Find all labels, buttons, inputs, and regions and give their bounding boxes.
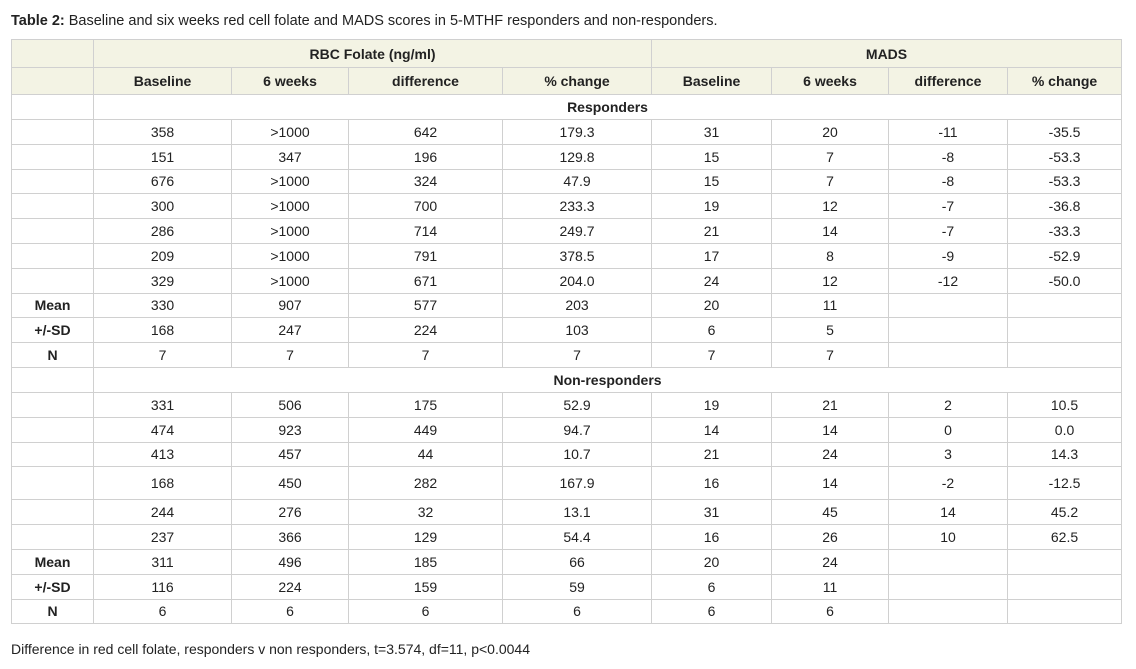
table-cell: 474 (94, 417, 232, 442)
table-cell: >1000 (232, 120, 349, 145)
table-cell: -50.0 (1008, 268, 1122, 293)
column-header-row (12, 68, 1122, 95)
row-label-cell (12, 417, 94, 442)
table-cell: 413 (94, 442, 232, 467)
table-cell: >1000 (232, 169, 349, 194)
table-row (12, 243, 1122, 268)
row-label-cell (12, 219, 94, 244)
table-row (12, 194, 1122, 219)
stat-cell: 247 (232, 318, 349, 343)
table-cell: 0 (889, 417, 1008, 442)
stat-cell: 20 (652, 549, 772, 574)
table-row (12, 268, 1122, 293)
row-label-cell (12, 169, 94, 194)
stat-label: N (12, 599, 94, 624)
table-cell: 791 (349, 243, 503, 268)
table-cell: 94.7 (503, 417, 652, 442)
stat-label: +/-SD (12, 318, 94, 343)
table-cell: 10.5 (1008, 392, 1122, 417)
stat-cell (889, 318, 1008, 343)
table-cell: -35.5 (1008, 120, 1122, 145)
table-cell: 450 (232, 467, 349, 500)
stat-cell: 6 (772, 599, 889, 624)
section-title: Non-responders (94, 367, 1122, 392)
table-cell: 14 (772, 219, 889, 244)
table-cell: 31 (652, 500, 772, 525)
caption-label: Table 2: (11, 13, 65, 29)
table-row (12, 169, 1122, 194)
table-cell: 13.1 (503, 500, 652, 525)
stat-row (12, 549, 1122, 574)
row-label-cell (12, 120, 94, 145)
table-cell: 19 (652, 194, 772, 219)
footnote: Difference in red cell folate, responders v non responders, t=3.574, df=11, p<0.0044 (11, 641, 530, 657)
table-cell: -7 (889, 219, 1008, 244)
stat-cell: 6 (652, 599, 772, 624)
table-cell: >1000 (232, 243, 349, 268)
stat-cell: 311 (94, 549, 232, 574)
stat-cell: 203 (503, 293, 652, 318)
table-cell: 14 (652, 417, 772, 442)
table-cell: 12 (772, 194, 889, 219)
table-cell: 233.3 (503, 194, 652, 219)
stat-cell (1008, 318, 1122, 343)
table-cell: 700 (349, 194, 503, 219)
row-label-cell (12, 500, 94, 525)
section-header-row (12, 367, 1122, 392)
table-cell: 26 (772, 525, 889, 550)
corner-cell (12, 68, 94, 95)
stat-cell: 20 (652, 293, 772, 318)
stat-cell (1008, 599, 1122, 624)
table-cell: 0.0 (1008, 417, 1122, 442)
stat-cell: 59 (503, 574, 652, 599)
table-cell: 347 (232, 144, 349, 169)
table-cell: 175 (349, 392, 503, 417)
table-cell: -2 (889, 467, 1008, 500)
table-cell: 3 (889, 442, 1008, 467)
table-cell: 506 (232, 392, 349, 417)
stat-cell (1008, 549, 1122, 574)
table-cell: 642 (349, 120, 503, 145)
table-cell: 286 (94, 219, 232, 244)
table-cell: 300 (94, 194, 232, 219)
table-cell: 7 (772, 169, 889, 194)
stat-cell: 185 (349, 549, 503, 574)
section-spacer (12, 95, 94, 120)
stat-cell (889, 599, 1008, 624)
table-cell: 47.9 (503, 169, 652, 194)
table-cell: -8 (889, 144, 1008, 169)
table-cell: 457 (232, 442, 349, 467)
row-label-cell (12, 194, 94, 219)
table-cell: 62.5 (1008, 525, 1122, 550)
table-row (12, 467, 1122, 500)
col-header: 6 weeks (232, 68, 349, 95)
stat-cell: 7 (349, 343, 503, 368)
section-spacer (12, 367, 94, 392)
table-cell: 14 (772, 417, 889, 442)
table-row (12, 144, 1122, 169)
table-cell: 329 (94, 268, 232, 293)
row-label-cell (12, 243, 94, 268)
stat-cell (1008, 343, 1122, 368)
table-cell: 204.0 (503, 268, 652, 293)
table-cell: 249.7 (503, 219, 652, 244)
stat-cell: 7 (94, 343, 232, 368)
group-header-mads: MADS (652, 40, 1122, 68)
row-label-cell (12, 467, 94, 500)
table-cell: 12 (772, 268, 889, 293)
stat-cell (1008, 574, 1122, 599)
table-cell: 10.7 (503, 442, 652, 467)
table-cell: 923 (232, 417, 349, 442)
col-header: Baseline (652, 68, 772, 95)
table-cell: -52.9 (1008, 243, 1122, 268)
table-cell: 244 (94, 500, 232, 525)
stat-cell: 496 (232, 549, 349, 574)
table-row (12, 525, 1122, 550)
stat-cell: 6 (232, 599, 349, 624)
table-cell: 358 (94, 120, 232, 145)
table-cell: -53.3 (1008, 144, 1122, 169)
stat-cell: 6 (94, 599, 232, 624)
table-cell: 14 (772, 467, 889, 500)
col-header: difference (889, 68, 1008, 95)
group-header-rbc: RBC Folate (ng/ml) (94, 40, 652, 68)
table-cell: 21 (772, 392, 889, 417)
stat-cell: 224 (232, 574, 349, 599)
stat-label: Mean (12, 293, 94, 318)
col-header: Baseline (94, 68, 232, 95)
table-cell: 8 (772, 243, 889, 268)
stat-label: +/-SD (12, 574, 94, 599)
table-cell: 331 (94, 392, 232, 417)
table-cell: 168 (94, 467, 232, 500)
table-cell: 676 (94, 169, 232, 194)
stat-cell: 907 (232, 293, 349, 318)
stat-cell: 6 (349, 599, 503, 624)
group-header-row (12, 40, 1122, 68)
stat-cell: 7 (652, 343, 772, 368)
caption-text: Baseline and six weeks red cell folate and MADS scores in 5-MTHF responders and non-responders. (64, 13, 718, 29)
stat-cell: 11 (772, 574, 889, 599)
table-cell: 196 (349, 144, 503, 169)
table-cell: 179.3 (503, 120, 652, 145)
stat-row (12, 599, 1122, 624)
table-cell: -33.3 (1008, 219, 1122, 244)
stat-cell (889, 293, 1008, 318)
stat-cell: 103 (503, 318, 652, 343)
table-cell: -12 (889, 268, 1008, 293)
table-cell: 16 (652, 467, 772, 500)
table-cell: -11 (889, 120, 1008, 145)
stat-cell (889, 549, 1008, 574)
table-row (12, 442, 1122, 467)
table-cell: 44 (349, 442, 503, 467)
stat-cell: 7 (503, 343, 652, 368)
stat-cell: 224 (349, 318, 503, 343)
table-cell: >1000 (232, 194, 349, 219)
stat-label: N (12, 343, 94, 368)
table-cell: 2 (889, 392, 1008, 417)
table-cell: 45.2 (1008, 500, 1122, 525)
corner-cell (12, 40, 94, 68)
table-cell: 15 (652, 144, 772, 169)
stat-cell: 6 (503, 599, 652, 624)
table-cell: 10 (889, 525, 1008, 550)
table-cell: 21 (652, 442, 772, 467)
table-row (12, 392, 1122, 417)
col-header: % change (503, 68, 652, 95)
table-cell: 237 (94, 525, 232, 550)
table-cell: -9 (889, 243, 1008, 268)
stat-cell (889, 574, 1008, 599)
table-cell: 366 (232, 525, 349, 550)
table-cell: -12.5 (1008, 467, 1122, 500)
table-cell: 20 (772, 120, 889, 145)
stat-row (12, 574, 1122, 599)
table-cell: 7 (772, 144, 889, 169)
table-row (12, 120, 1122, 145)
stat-cell: 7 (232, 343, 349, 368)
table-cell: -8 (889, 169, 1008, 194)
table-row (12, 500, 1122, 525)
row-label-cell (12, 525, 94, 550)
table-cell: 19 (652, 392, 772, 417)
stat-cell: 577 (349, 293, 503, 318)
stat-cell: 159 (349, 574, 503, 599)
table-cell: 129.8 (503, 144, 652, 169)
table-cell: 14.3 (1008, 442, 1122, 467)
table-cell: 167.9 (503, 467, 652, 500)
table-cell: 378.5 (503, 243, 652, 268)
table-cell: -36.8 (1008, 194, 1122, 219)
table-cell: >1000 (232, 219, 349, 244)
table-cell: >1000 (232, 268, 349, 293)
table-cell: 276 (232, 500, 349, 525)
table-cell: 449 (349, 417, 503, 442)
stat-cell (1008, 293, 1122, 318)
table-cell: 129 (349, 525, 503, 550)
table-cell: 282 (349, 467, 503, 500)
table-cell: 24 (652, 268, 772, 293)
table-cell: 714 (349, 219, 503, 244)
table-cell: 24 (772, 442, 889, 467)
row-label-cell (12, 392, 94, 417)
stat-cell: 7 (772, 343, 889, 368)
table-cell: 15 (652, 169, 772, 194)
table-cell: 31 (652, 120, 772, 145)
table-cell: 16 (652, 525, 772, 550)
table-caption (11, 13, 718, 29)
table-cell: -53.3 (1008, 169, 1122, 194)
table-cell: 45 (772, 500, 889, 525)
table-cell: -7 (889, 194, 1008, 219)
stat-row (12, 293, 1122, 318)
stat-row (12, 343, 1122, 368)
row-label-cell (12, 442, 94, 467)
table-cell: 17 (652, 243, 772, 268)
stat-cell: 6 (652, 574, 772, 599)
stat-cell: 5 (772, 318, 889, 343)
row-label-cell (12, 268, 94, 293)
table-cell: 21 (652, 219, 772, 244)
table-cell: 32 (349, 500, 503, 525)
table-cell: 209 (94, 243, 232, 268)
stat-row (12, 318, 1122, 343)
stat-cell (889, 343, 1008, 368)
data-table (11, 39, 1122, 624)
col-header: difference (349, 68, 503, 95)
col-header: 6 weeks (772, 68, 889, 95)
stat-cell: 330 (94, 293, 232, 318)
stat-cell: 66 (503, 549, 652, 574)
section-header-row (12, 95, 1122, 120)
col-header: % change (1008, 68, 1122, 95)
stat-label: Mean (12, 549, 94, 574)
section-title: Responders (94, 95, 1122, 120)
stat-cell: 6 (652, 318, 772, 343)
table-row (12, 219, 1122, 244)
table-cell: 54.4 (503, 525, 652, 550)
stat-cell: 116 (94, 574, 232, 599)
table-cell: 324 (349, 169, 503, 194)
table-cell: 14 (889, 500, 1008, 525)
stat-cell: 11 (772, 293, 889, 318)
table-cell: 671 (349, 268, 503, 293)
row-label-cell (12, 144, 94, 169)
stat-cell: 168 (94, 318, 232, 343)
stat-cell: 24 (772, 549, 889, 574)
table-cell: 151 (94, 144, 232, 169)
table-cell: 52.9 (503, 392, 652, 417)
table-row (12, 417, 1122, 442)
